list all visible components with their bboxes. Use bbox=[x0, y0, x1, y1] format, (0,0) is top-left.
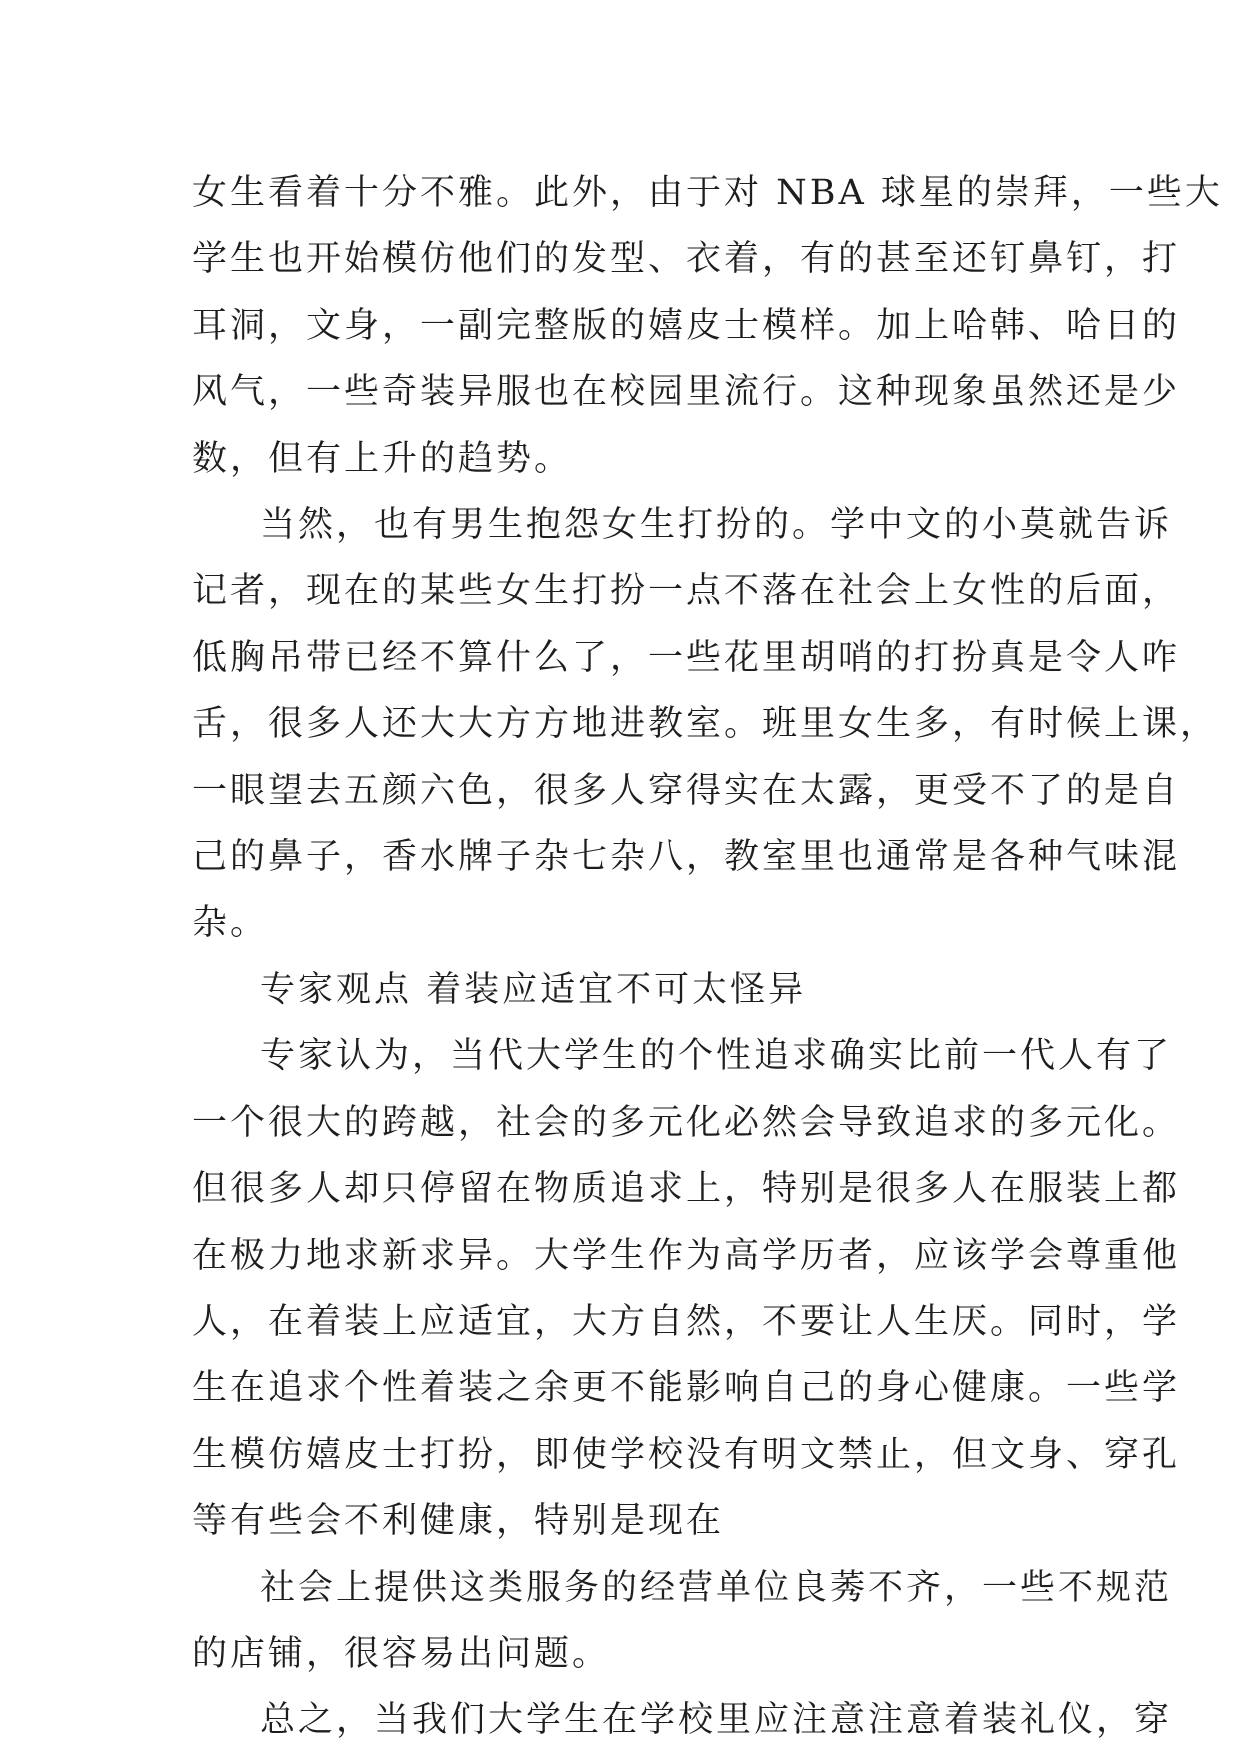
text-line: 等有些会不利健康，特别是现在 bbox=[192, 1501, 725, 1542]
paragraph-2 bbox=[192, 492, 1219, 957]
paragraph-3 bbox=[192, 1023, 1181, 1554]
text-line: 但很多人却只停留在物质追求上，特别是很多人在服装上都 bbox=[192, 1169, 1181, 1210]
text-line: 总之，当我们大学生在学校里应注意注意着装礼仪，穿 bbox=[260, 1700, 1173, 1741]
paragraph-4 bbox=[192, 1555, 1173, 1688]
text-line: 记者，现在的某些女生打扮一点不落在社会上女性的后面， bbox=[192, 571, 1181, 612]
paragraph-1 bbox=[192, 160, 1223, 492]
text-line: 的店铺，很容易出问题。 bbox=[192, 1633, 611, 1674]
document-body bbox=[192, 160, 1223, 1754]
section-heading bbox=[192, 957, 1052, 1023]
paragraph-5 bbox=[192, 1687, 1173, 1753]
text-line: 舌，很多人还大大方方地进教室。班里女生多，有时候上课， bbox=[192, 704, 1219, 745]
text-line: 生在追求个性着装之余更不能影响自己的身心健康。一些学 bbox=[192, 1368, 1181, 1409]
text-line: 专家认为，当代大学生的个性追求确实比前一代人有了 bbox=[260, 1036, 1173, 1077]
text-line: 学生也开始模仿他们的发型、衣着，有的甚至还钉鼻钉，打 bbox=[192, 239, 1181, 280]
text-line: 数，但有上升的趋势。 bbox=[192, 438, 573, 479]
text-line: 耳洞，文身，一副完整版的嬉皮士模样。加上哈韩、哈日的 bbox=[192, 305, 1181, 346]
text-line: 在极力地求新求异。大学生作为高学历者，应该学会尊重他 bbox=[192, 1235, 1181, 1276]
text-line: 社会上提供这类服务的经营单位良莠不齐，一些不规范 bbox=[260, 1567, 1173, 1608]
text-line: 女生看着十分不雅。此外，由于对 NBA 球星的崇拜，一些大 bbox=[192, 173, 1223, 213]
text-line: 低胸吊带已经不算什么了，一些花里胡哨的打扮真是令人咋 bbox=[192, 637, 1181, 678]
text-line: 生模仿嬉皮士打扮，即使学校没有明文禁止，但文身、穿孔 bbox=[192, 1434, 1181, 1475]
heading-line: 专家观点 着装应适宜不可太怪异 bbox=[260, 969, 807, 1010]
text-line: 风气，一些奇装异服也在校园里流行。这种现象虽然还是少 bbox=[192, 372, 1181, 413]
text-line: 一个很大的跨越，社会的多元化必然会导致追求的多元化。 bbox=[192, 1102, 1181, 1143]
text-line: 当然，也有男生抱怨女生打扮的。学中文的小莫就告诉 bbox=[260, 505, 1173, 546]
text-line: 一眼望去五颜六色，很多人穿得实在太露，更受不了的是自 bbox=[192, 770, 1181, 811]
text-line: 人，在着装上应适宜，大方自然，不要让人生厌。同时，学 bbox=[192, 1301, 1181, 1342]
text-line: 杂。 bbox=[192, 903, 269, 944]
text-line: 己的鼻子，香水牌子杂七杂八，教室里也通常是各种气味混 bbox=[192, 837, 1181, 878]
